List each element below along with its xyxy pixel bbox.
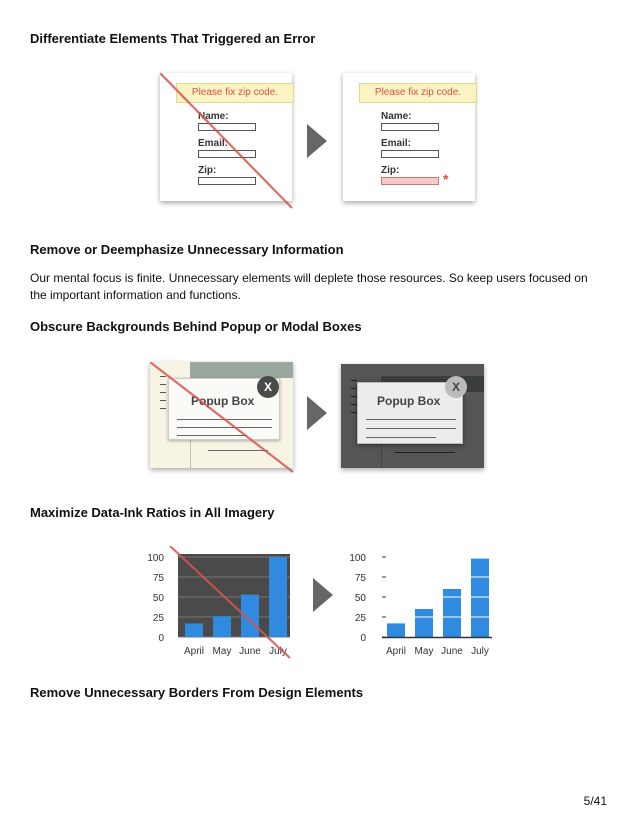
heading-remove-borders: Remove Unnecessary Borders From Design Elements: [30, 685, 364, 700]
popup-line: [366, 419, 456, 420]
email-field: [381, 150, 439, 158]
bar-june: [443, 589, 461, 637]
bar-may: [415, 609, 433, 637]
strike-line: [160, 73, 296, 213]
email-label: Email:: [198, 138, 229, 149]
x-tick-label: July: [471, 646, 489, 657]
y-tick-label: 50: [152, 593, 164, 604]
zip-field-error: [381, 177, 439, 185]
name-field: [381, 123, 439, 131]
form-card-good: [343, 73, 475, 201]
y-tick-label: 25: [354, 613, 366, 624]
y-tick-label: 100: [147, 553, 164, 564]
name-label: Name:: [198, 111, 229, 122]
y-tick-label: 0: [158, 633, 164, 644]
heading-data-ink: Maximize Data-Ink Ratios in All Imagery: [30, 505, 275, 520]
x-tick-label: May: [414, 646, 434, 657]
bar-chart-good: [342, 546, 498, 666]
y-tick-label: 75: [354, 573, 366, 584]
zip-label: Zip:: [381, 165, 400, 176]
arrow-right-icon: [313, 578, 333, 612]
y-tick-label: 50: [354, 593, 366, 604]
bg-page-dimmed: [341, 364, 484, 468]
email-label: Email:: [381, 138, 412, 149]
popup-line: [366, 428, 456, 429]
popup-example-bad: [150, 362, 295, 474]
error-example-bad: [160, 73, 292, 208]
x-tick-label: May: [212, 646, 232, 657]
bar-chart-bad: [140, 546, 296, 666]
y-tick-label: 100: [349, 553, 366, 564]
bar-july: [269, 557, 287, 637]
popup-example-good: [341, 364, 484, 470]
bg-tick: [351, 380, 357, 381]
close-icon[interactable]: X: [445, 376, 467, 398]
bar-july: [471, 559, 489, 637]
heading-differentiate-errors: Differentiate Elements That Triggered an Error: [30, 31, 316, 46]
y-tick-label: 75: [152, 573, 164, 584]
name-label: Name:: [381, 111, 412, 122]
error-example-good: [343, 73, 475, 203]
heading-remove-unnecessary: Remove or Deemphasize Unnecessary Information: [30, 242, 344, 257]
x-tick-label: June: [239, 646, 261, 657]
bar-may: [213, 616, 231, 637]
body-paragraph: Our mental focus is finite. Unnecessary elements will deplete those resources. So keep users focused on the important information and functions.: [30, 271, 588, 302]
bar-april: [387, 623, 405, 637]
strike-line: [150, 362, 295, 474]
heading-obscure-backgrounds: Obscure Backgrounds Behind Popup or Modal Boxes: [30, 319, 362, 334]
error-banner: Please fix zip code.: [359, 83, 477, 103]
x-tick-label: July: [269, 646, 287, 657]
page-number: 5/41: [583, 794, 607, 808]
error-banner: Please fix zip code.: [176, 83, 294, 103]
zip-label: Zip:: [198, 165, 217, 176]
y-tick-label: 0: [360, 633, 366, 644]
arrow-right-icon: [307, 124, 327, 158]
y-tick-label: 25: [152, 613, 164, 624]
close-icon[interactable]: X: [257, 376, 279, 398]
x-tick-label: June: [441, 646, 463, 657]
x-tick-label: April: [183, 646, 205, 657]
popup-title: Popup Box: [191, 394, 255, 408]
x-tick-label: April: [385, 646, 407, 657]
bg-line: [395, 452, 455, 453]
popup-line: [366, 437, 436, 438]
bar-april: [185, 623, 203, 637]
error-asterisk: *: [443, 171, 449, 187]
arrow-right-icon: [307, 396, 327, 430]
popup-title: Popup Box: [377, 394, 441, 408]
